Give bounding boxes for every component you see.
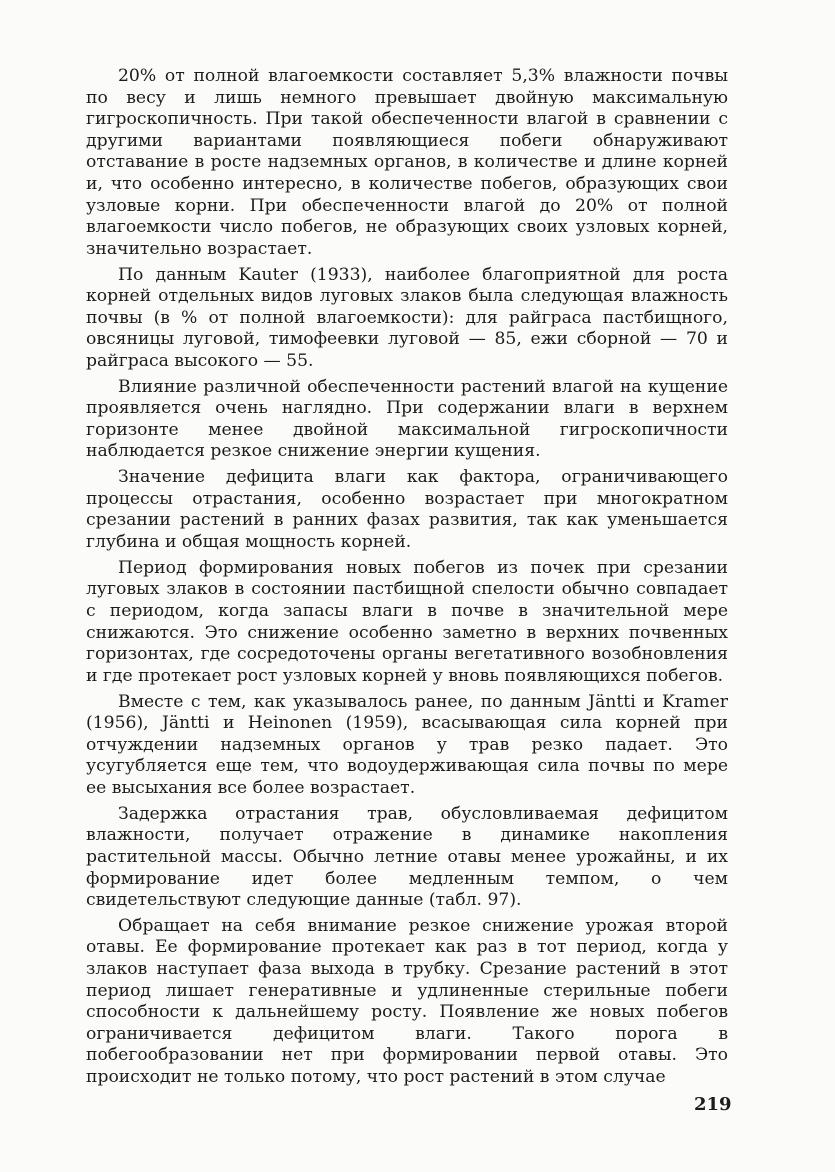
paragraph-5: Период формирования новых побегов из почек при срезании луговых злаков в состоянии пастбищной спелости обычно совпадает с периодом, когда запасы влаги в почве в значительной мере снижаются. Это снижение особенно заметно в верхних почвенных горизонтах, где сосредоточены органы вегетативного возобновления и где протекает рост узловых корней у вновь появляющихся побегов.: [86, 557, 728, 686]
paragraph-6: Вместе с тем, как указывалось ранее, по данным Jäntti и Kramer (1956), Jäntti и Heinonen (1959), всасывающая сила корней при отчуждении надземных органов у трав резко падает. Это усугубляется еще тем, что водоудерживающая сила почвы по мере ее высыхания все более возрастает.: [86, 691, 728, 798]
paragraph-4: Значение дефицита влаги как фактора, ограничивающего процессы отрастания, особенно возрастает при многократном срезании растений в ранних фазах развития, так как уменьшается глубина и общая мощность корней.: [86, 467, 728, 553]
page-number: 219: [694, 1094, 732, 1115]
paragraph-2: По данным Kauter (1933), наиболее благоприятной для роста корней отдельных видов луговых злаков была следующая влажность почвы (в % от полной влагоемкости): для райграса пастбищного, овсяницы луговой, тимофеевки луговой — 85, ежи сборной — 70 и райграса высокого — 55.: [86, 264, 728, 371]
body-text: [86, 66, 728, 1093]
paragraph-8: Обращает на себя внимание резкое снижение урожая второй отавы. Ее формирование протекает как раз в тот период, когда у злаков наступает фаза выхода в трубку. Срезание растений в этот период лишает генеративные и удлиненные стерильные побеги способности к дальнейшему росту. Появление же новых побегов ограничивается дефицитом влаги. Такого порога в побегообразовании нет при формировании первой отавы. Это происходит не только потому, что рост растений в этом случае: [86, 915, 728, 1088]
paragraph-7: Задержка отрастания трав, обусловливаемая дефицитом влажности, получает отражение в динамике накопления растительной массы. Обычно летние отавы менее урожайны, и их формирование идет более медленным темпом, о чем свидетельствуют следующие данные (табл. 97).: [86, 803, 728, 911]
paragraph-3: Влияние различной обеспеченности растений влагой на кущение проявляется очень наглядно. При содержании влаги в верхнем горизонте менее двойной максимальной гигроскопичности наблюдается резкое снижение энергии кущения.: [86, 376, 728, 462]
paragraph-1: 20% от полной влагоемкости составляет 5,3% влажности почвы по весу и лишь немного превышает двойную максимальную гигроскопичность. При такой обеспеченности влагой в сравнении с другими вариантами появляющиеся побеги обнаруживают отставание в росте надземных органов, в количестве и длине корней и, что особенно интересно, в количестве побегов, образующих свои узловые корни. При обеспеченности влагой до 20% от полной влагоемкости число побегов, не образующих своих узловых корней, значительно возрастает.: [86, 66, 728, 259]
